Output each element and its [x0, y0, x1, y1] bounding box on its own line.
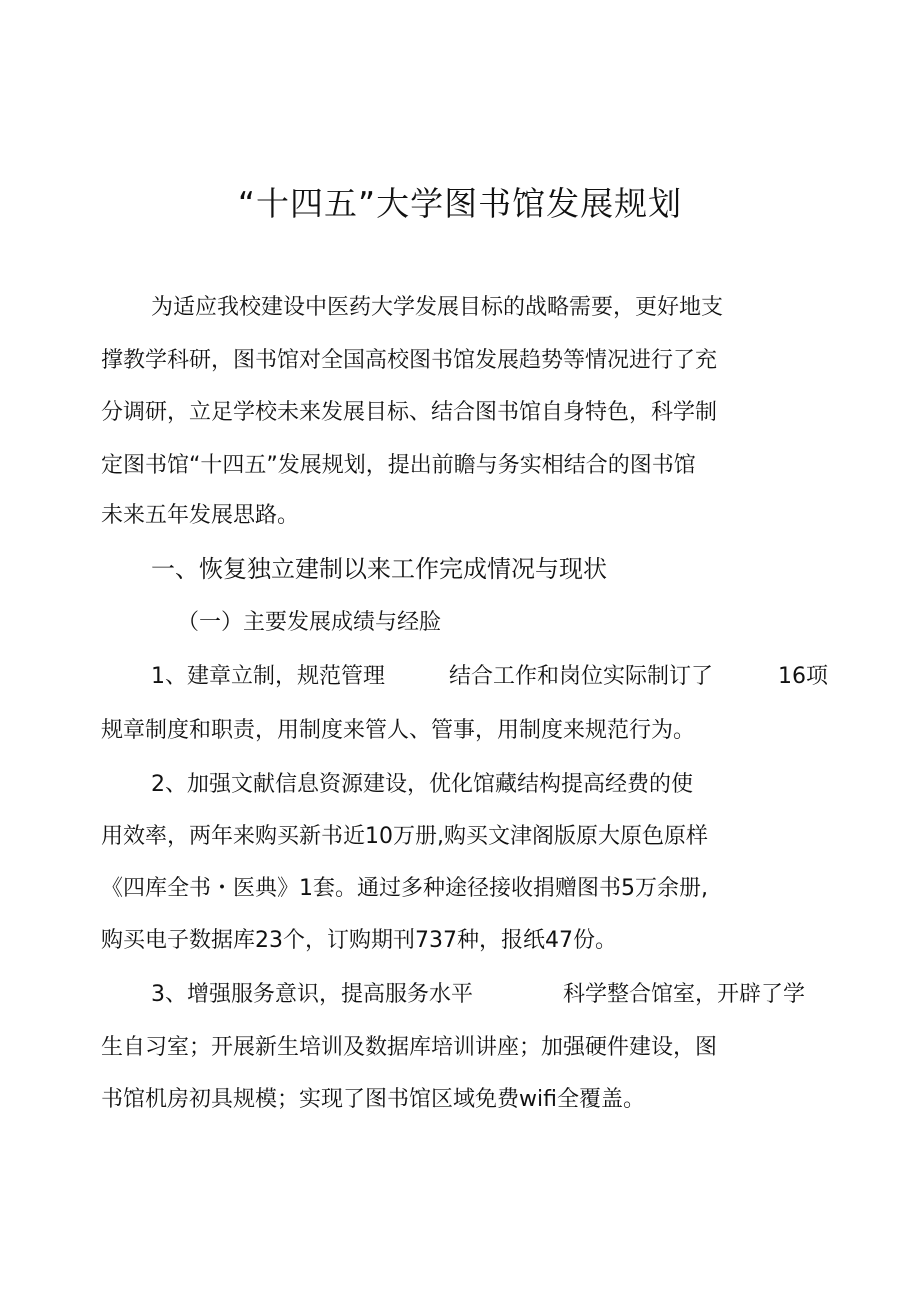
item-1-line-1-part-a: 1、建章立制，规范管理 [151, 664, 385, 689]
item-2-line-2: 用效率，两年来购买新书近10万册,购买文津阁版原大原色原样 [101, 824, 708, 849]
item-3-line-2: 生自习室；开展新生培训及数据库培训讲座；加强硬件建设，图 [101, 1035, 718, 1060]
item-3-line-3: 书馆机房初具规模；实现了图书馆区域免费wifi全覆盖。 [101, 1087, 645, 1112]
intro-line-3: 分调研，立足学校未来发展目标、结合图书馆自身特色，科学制 [101, 400, 718, 425]
item-1-line-2: 规章制度和职责，用制度来管人、管事，用制度来规范行为。 [101, 718, 696, 743]
item-2-line-1: 2、加强文献信息资源建设，优化馆藏结构提高经费的使 [151, 772, 693, 797]
item-3-line-1-part-a: 3、增强服务意识，提高服务水平 [151, 982, 473, 1007]
item-3-line-1-part-b: 科学整合馆室，开辟了学 [563, 982, 806, 1007]
document-title: “十四五”大学图书馆发展规划 [237, 184, 683, 223]
item-1-line-1-part-b: 结合工作和岗位实际制订了 [449, 664, 714, 689]
intro-line-5: 未来五年发展思路。 [101, 503, 300, 528]
item-2-line-4: 购买电子数据库23个，订购期刊737种，报纸47份。 [101, 928, 617, 953]
intro-line-2: 撑教学科研，图书馆对全国高校图书馆发展趋势等情况进行了充 [101, 348, 718, 373]
intro-line-1: 为适应我校建设中医药大学发展目标的战略需要，更好地支 [151, 295, 724, 320]
intro-line-4: 定图书馆“十四五”发展规划，提出前瞻与务实相结合的图书馆 [101, 453, 696, 478]
item-2-line-3: 《四库全书・医典》1套。通过多种途径接收捐赠图书5万余册, [101, 876, 708, 901]
subsection-1-heading: （一）主要发展成绩与经脸 [177, 610, 442, 635]
section-1-heading: 一、恢复独立建制以来工作完成情况与现状 [151, 555, 607, 583]
item-1-line-1-part-c: 16项 [778, 664, 828, 689]
